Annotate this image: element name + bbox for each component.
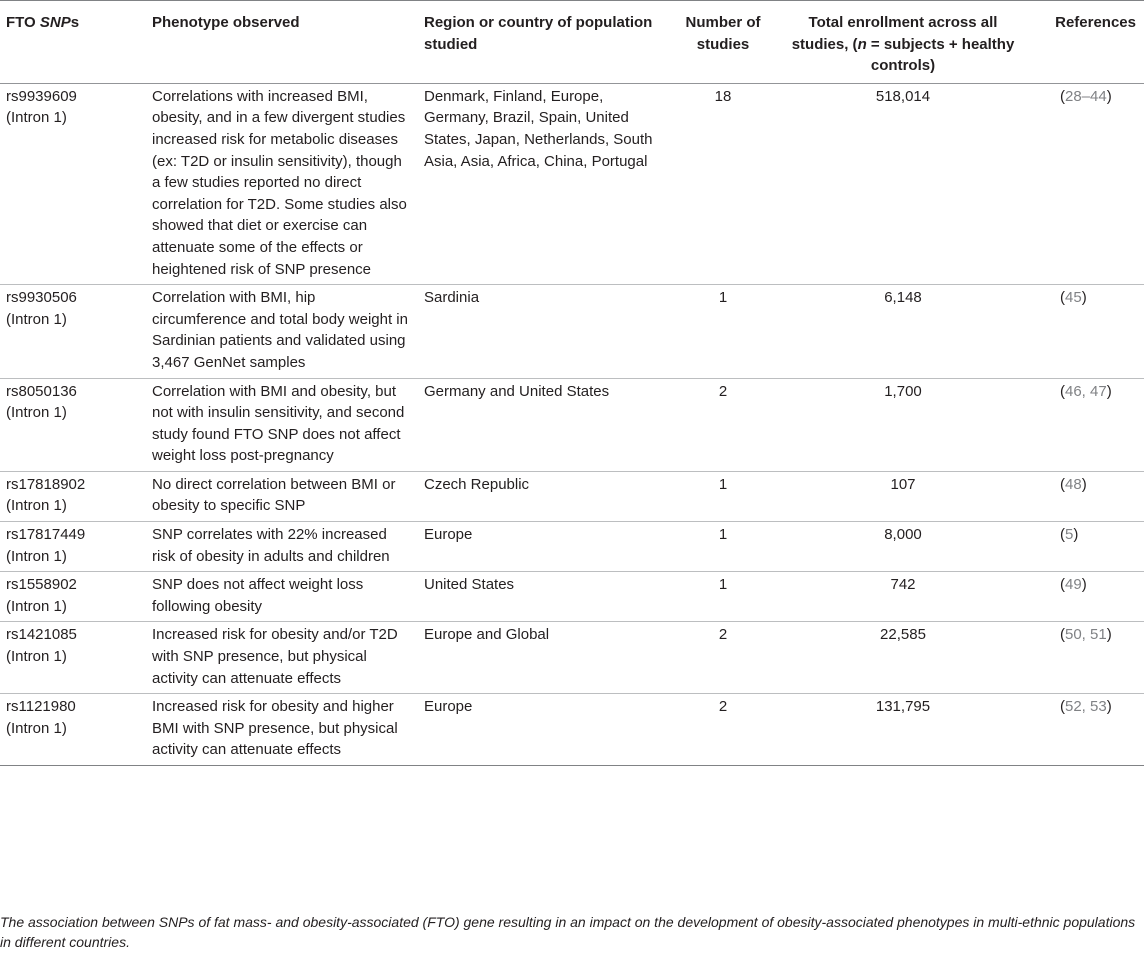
references-cell <box>1024 471 1144 521</box>
reference-link[interactable]: 46, 47 <box>1065 382 1107 400</box>
header-total-enrollment: Total enrollment across all studies, (n = subjects + healthy controls) <box>791 14 1015 75</box>
snp-id: rs9939609 <box>6 87 77 105</box>
reference-link[interactable]: 52, 53 <box>1065 698 1107 716</box>
reference-link[interactable]: 5 <box>1065 526 1074 544</box>
reference-open-paren: ( <box>1060 475 1065 493</box>
references-cell <box>1024 285 1144 378</box>
references-cell <box>1024 694 1144 766</box>
reference-close-paren: ) <box>1106 87 1112 105</box>
header-phenotype: Phenotype observed <box>152 14 300 31</box>
snp-location: (Intron 1) <box>6 497 67 515</box>
snp-location: (Intron 1) <box>6 109 67 127</box>
number-of-studies-cell: 2 <box>718 626 728 644</box>
header-fto-snps: FTO SNPs <box>6 14 80 31</box>
reference-close-paren: ) <box>1106 382 1112 400</box>
reference-close-paren: ) <box>1106 698 1112 716</box>
region-cell: Denmark, Finland, Europe, Germany, Brazil, Spain, United States, Japan, Netherlands, South Asia, Asia, Africa, China, Portugal <box>424 87 653 170</box>
region-cell: Europe <box>424 526 473 544</box>
table-body <box>0 83 1144 765</box>
total-enrollment-cell: 107 <box>890 475 916 493</box>
references-cell <box>1024 522 1144 572</box>
total-enrollment-cell: 22,585 <box>880 626 926 644</box>
number-of-studies-cell: 1 <box>718 576 728 594</box>
reference-close-paren: ) <box>1081 475 1087 493</box>
snp-id: rs1421085 <box>6 626 77 644</box>
reference-close-paren: ) <box>1106 626 1112 644</box>
total-enrollment-cell: 131,795 <box>875 698 931 716</box>
snp-location: (Intron 1) <box>6 648 67 666</box>
phenotype-cell: Correlations with increased BMI, obesity, and in a few divergent studies increased risk for metabolic diseases (ex: T2D or insulin sensitivity), though a few studies reported no direct correlation for T2D. Some studies also showed that diet or exercise can attenuate some of the effects or heightened risk of SNP presence <box>152 87 407 278</box>
reference-open-paren: ( <box>1060 526 1065 544</box>
header-number-of-studies: Number of studies <box>685 14 761 53</box>
reference-open-paren: ( <box>1060 382 1065 400</box>
table-row <box>0 285 1144 378</box>
reference-link[interactable]: 28–44 <box>1065 87 1107 105</box>
snp-id: rs17818902 <box>6 475 86 493</box>
snp-location: (Intron 1) <box>6 404 67 422</box>
snp-cell <box>0 83 146 284</box>
reference-open-paren: ( <box>1060 576 1065 594</box>
number-of-studies-cell: 2 <box>718 382 728 400</box>
references-cell <box>1024 378 1144 471</box>
snp-cell <box>0 285 146 378</box>
reference-open-paren: ( <box>1060 698 1065 716</box>
snp-cell <box>0 572 146 622</box>
snp-id: rs1121980 <box>6 698 76 716</box>
reference-open-paren: ( <box>1060 626 1065 644</box>
snp-location: (Intron 1) <box>6 547 67 565</box>
snp-cell <box>0 694 146 766</box>
snp-cell <box>0 471 146 521</box>
snp-location: (Intron 1) <box>6 310 67 328</box>
header-region: Region or country of population studied <box>424 14 653 53</box>
number-of-studies-cell: 2 <box>718 698 728 716</box>
region-cell: United States <box>424 576 515 594</box>
snp-cell <box>0 522 146 572</box>
header-row <box>0 1 1144 84</box>
reference-close-paren: ) <box>1073 526 1079 544</box>
number-of-studies-cell: 1 <box>718 289 728 307</box>
number-of-studies-cell: 1 <box>718 526 728 544</box>
region-cell: Czech Republic <box>424 475 530 493</box>
snp-location: (Intron 1) <box>6 597 67 615</box>
table-row <box>0 471 1144 521</box>
header-references: References <box>1055 14 1136 31</box>
snp-id: rs1558902 <box>6 576 77 594</box>
region-cell: Germany and United States <box>424 382 610 400</box>
reference-link[interactable]: 48 <box>1065 475 1082 493</box>
phenotype-cell: Increased risk for obesity and/or T2D with SNP presence, but physical activity can attenuate effects <box>152 626 398 687</box>
snp-cell <box>0 378 146 471</box>
references-cell <box>1024 83 1144 284</box>
table-header <box>0 1 1144 84</box>
reference-link[interactable]: 45 <box>1065 289 1082 307</box>
reference-open-paren: ( <box>1060 289 1065 307</box>
snp-id: rs17817449 <box>6 526 86 544</box>
reference-close-paren: ) <box>1081 289 1087 307</box>
total-enrollment-cell: 6,148 <box>884 289 922 307</box>
table-row <box>0 378 1144 471</box>
phenotype-cell: Correlation with BMI and obesity, but not with insulin sensitivity, and second study found FTO SNP does not affect weight loss post-pregnancy <box>152 382 405 465</box>
total-enrollment-cell: 1,700 <box>884 382 922 400</box>
table-row <box>0 622 1144 694</box>
number-of-studies-cell: 18 <box>714 87 732 105</box>
table-footnote: The association between SNPs of fat mass- and obesity-associated (FTO) gene resulting in an impact on the development of obesity-associated phenotypes in multi-ethnic populations in different countries. <box>0 914 1136 950</box>
reference-link[interactable]: 49 <box>1065 576 1082 594</box>
table-row <box>0 83 1144 284</box>
phenotype-cell: No direct correlation between BMI or obesity to specific SNP <box>152 475 396 515</box>
total-enrollment-cell: 518,014 <box>875 87 931 105</box>
snp-id: rs8050136 <box>6 382 77 400</box>
references-cell <box>1024 622 1144 694</box>
total-enrollment-cell: 742 <box>890 576 916 594</box>
reference-close-paren: ) <box>1081 576 1087 594</box>
table-row <box>0 522 1144 572</box>
phenotype-cell: Correlation with BMI, hip circumference and total body weight in Sardinian patients and validated using 3,467 GenNet samples <box>152 289 408 371</box>
reference-open-paren: ( <box>1060 87 1065 105</box>
region-cell: Sardinia <box>424 289 480 307</box>
number-of-studies-cell: 1 <box>718 475 728 493</box>
region-cell: Europe and Global <box>424 626 550 644</box>
references-cell <box>1024 572 1144 622</box>
table-row <box>0 694 1144 766</box>
region-cell: Europe <box>424 698 473 716</box>
phenotype-cell: SNP does not affect weight loss following obesity <box>152 576 364 615</box>
snp-location: (Intron 1) <box>6 719 67 737</box>
total-enrollment-cell: 8,000 <box>884 526 922 544</box>
snp-cell <box>0 622 146 694</box>
snp-id: rs9930506 <box>6 289 77 307</box>
phenotype-cell: SNP correlates with 22% increased risk of obesity in adults and children <box>152 526 390 565</box>
phenotype-cell: Increased risk for obesity and higher BMI with SNP presence, but physical activity can attenuate effects <box>152 698 398 759</box>
table-row <box>0 572 1144 622</box>
reference-link[interactable]: 50, 51 <box>1065 626 1107 644</box>
